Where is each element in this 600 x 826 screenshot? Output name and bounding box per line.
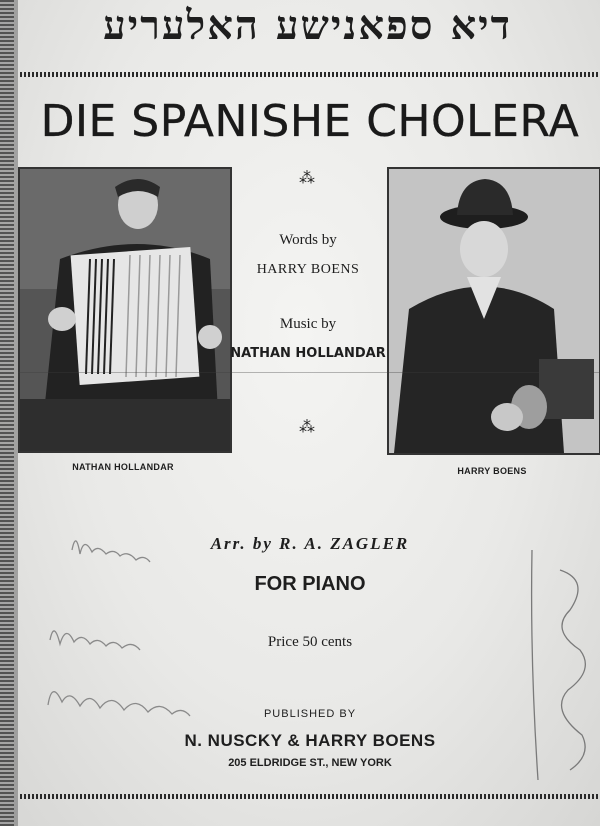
binding-edge xyxy=(0,0,14,826)
man-in-hat-photo xyxy=(389,169,599,453)
music-by-label: Music by xyxy=(279,316,337,332)
publisher-address: 205 ELDRIDGE ST., NEW YORK xyxy=(228,757,392,769)
arranger-credit: Arr. by R. A. ZAGLER xyxy=(210,534,410,553)
page-title: DIE SPANISHE CHOLERA xyxy=(40,96,580,147)
photo-caption-left: NATHAN HOLLANDAR xyxy=(72,462,174,472)
photo-harry-boens xyxy=(387,167,600,455)
paper-crease xyxy=(18,372,600,377)
ornament-icon: ⁂ xyxy=(299,417,315,436)
ornament-icon: ⁂ xyxy=(299,168,315,187)
photo-caption-right: HARRY BOENS xyxy=(457,466,527,476)
yiddish-title: דיא ספאנישע האלעריע xyxy=(103,2,512,49)
bottom-rule xyxy=(20,794,600,799)
instrument-label: FOR PIANO xyxy=(254,573,366,595)
publisher-name: N. NUSCKY & HARRY BOENS xyxy=(184,731,436,750)
published-by-label: PUBLISHED BY xyxy=(263,708,357,720)
price-label: Price 50 cents xyxy=(267,634,353,650)
top-rule xyxy=(20,72,600,77)
signature-scrawl xyxy=(520,540,600,790)
photo-nathan-hollandar xyxy=(18,167,232,453)
words-by-label: Words by xyxy=(279,232,337,248)
accordion-player-photo xyxy=(20,169,230,451)
lyricist-name: HARRY BOENS xyxy=(256,262,360,277)
pencil-handwriting xyxy=(40,520,210,730)
composer-name: NATHAN HOLLANDAR xyxy=(230,346,386,361)
